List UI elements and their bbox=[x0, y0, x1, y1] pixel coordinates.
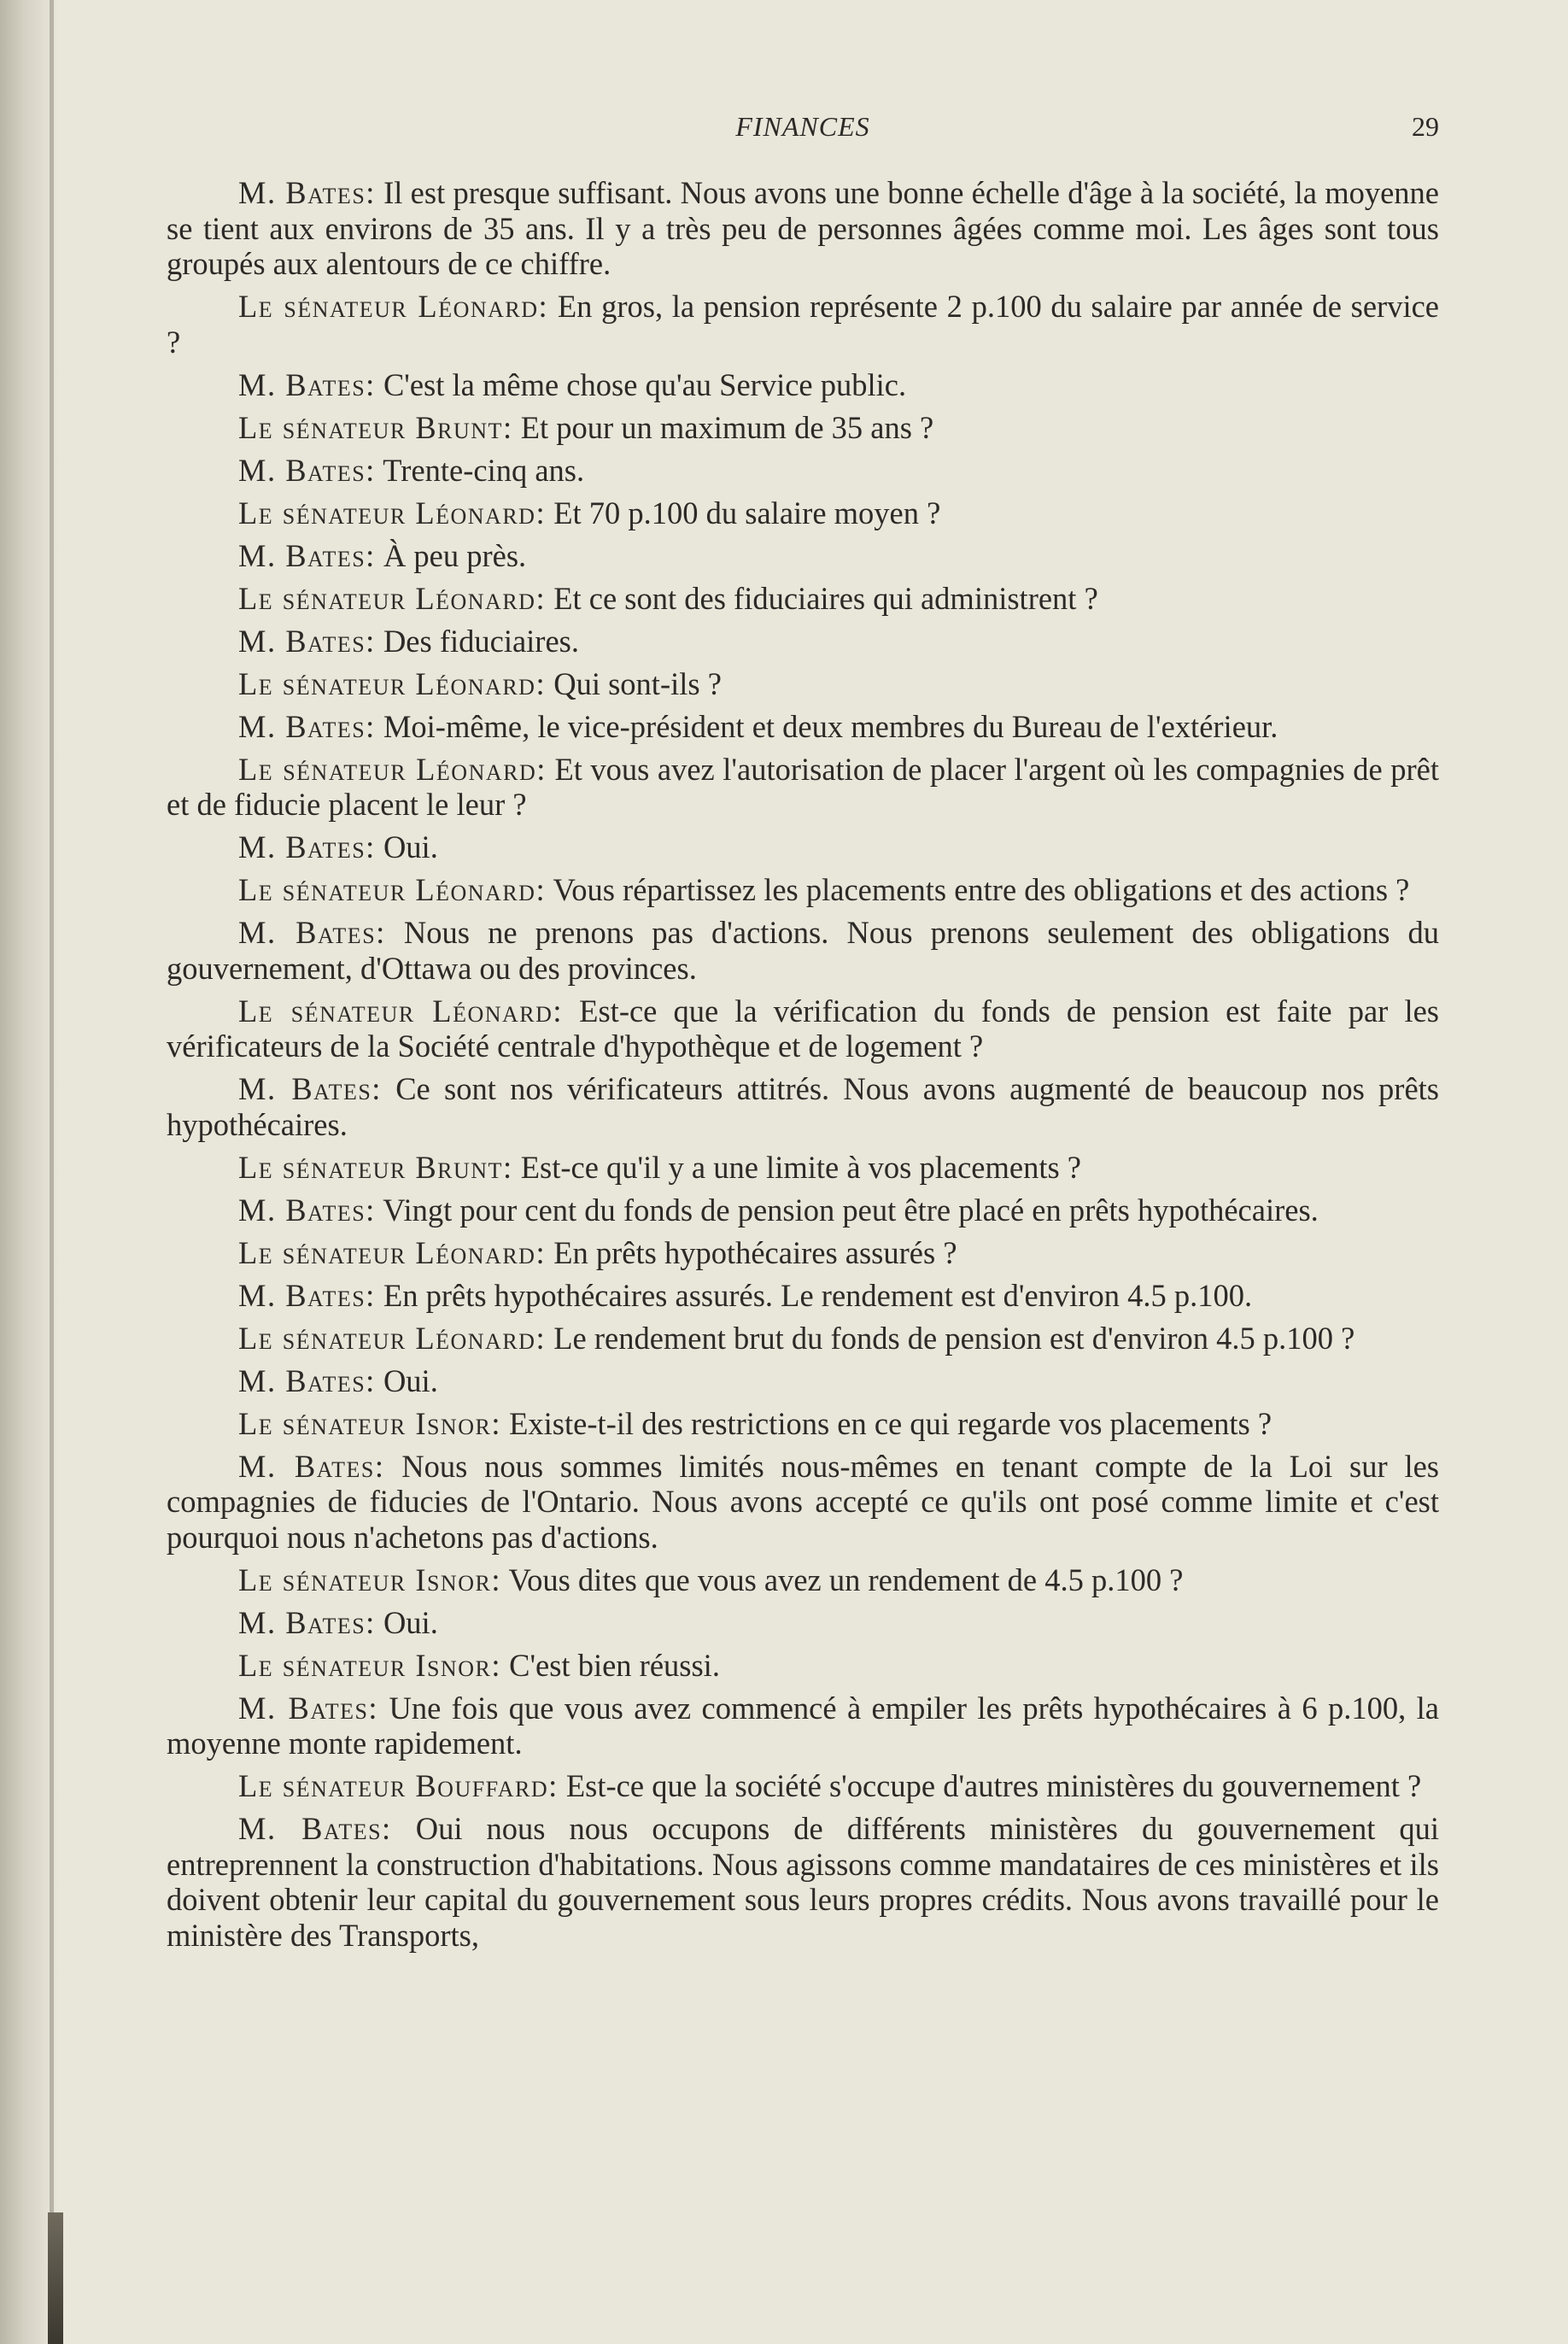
speech-text: Oui. bbox=[375, 1604, 438, 1640]
running-head bbox=[167, 111, 1439, 154]
transcript-paragraph bbox=[167, 872, 1439, 908]
transcript-paragraph bbox=[167, 624, 1439, 659]
transcript-paragraph bbox=[167, 1363, 1439, 1399]
speech-text: Le rendement brut du fonds de pension est d'environ 4.5 p.100 ? bbox=[546, 1320, 1355, 1356]
speaker-label: M. Bates: bbox=[238, 708, 376, 744]
speaker-label: M. Bates: bbox=[238, 1362, 376, 1398]
speech-text: C'est la même chose qu'au Service public. bbox=[375, 366, 907, 402]
speaker-label: M. Bates: bbox=[238, 366, 376, 402]
speech-text: Moi-même, le vice-président et deux membres du Bureau de l'extérieur. bbox=[375, 708, 1278, 744]
speech-text: Trente-cinq ans. bbox=[375, 452, 585, 488]
speech-text: Ce sont nos vérificateurs attitrés. Nous avons augmenté de beaucoup nos prêts hypothécaires. bbox=[167, 1071, 1440, 1142]
speech-text: Qui sont-ils ? bbox=[546, 665, 722, 701]
speaker-label: Le sénateur Léonard: bbox=[238, 289, 549, 324]
transcript-paragraph bbox=[167, 915, 1439, 986]
transcript-paragraph bbox=[167, 1562, 1439, 1598]
speaker-label: M. Bates: bbox=[238, 1448, 385, 1484]
speaker-label: Le sénateur Isnor: bbox=[238, 1562, 501, 1597]
transcript-paragraph bbox=[167, 367, 1439, 403]
speech-text: Est-ce qu'il y a une limite à vos placements ? bbox=[512, 1149, 1081, 1185]
speech-text: En gros, la pension représente 2 p.100 du salaire par année de service ? bbox=[167, 289, 1440, 360]
transcript-paragraph bbox=[167, 1321, 1439, 1357]
speech-text: Vous dites que vous avez un rendement de 4.5 p.100 ? bbox=[500, 1562, 1184, 1597]
transcript-paragraph bbox=[167, 1406, 1439, 1442]
transcript-paragraph bbox=[167, 1648, 1439, 1684]
transcript-paragraph bbox=[167, 752, 1439, 823]
transcript-paragraph bbox=[167, 1449, 1439, 1556]
speech-text: C'est bien réussi. bbox=[500, 1647, 720, 1683]
transcript-paragraph bbox=[167, 1605, 1439, 1641]
speech-text: Il est presque suffisant. Nous avons une bonne échelle d'âge à la société, la moyenne se tient aux environs de 35 ans. Il y a très peu de personnes âgées comme moi. Les âges sont tous groupés aux alentours de ce chiffre. bbox=[167, 175, 1439, 281]
speaker-label: M. Bates: bbox=[238, 452, 376, 488]
speech-text: Est-ce que la société s'occupe d'autres ministères du gouvernement ? bbox=[558, 1768, 1422, 1803]
transcript-paragraph bbox=[167, 1071, 1439, 1142]
transcript-paragraph bbox=[167, 1768, 1439, 1804]
speech-text: Vingt pour cent du fonds de pension peut être placé en prêts hypothécaires. bbox=[375, 1192, 1319, 1228]
speech-text: Oui. bbox=[375, 829, 438, 864]
transcript-paragraph bbox=[167, 993, 1439, 1064]
speaker-label: Le sénateur Isnor: bbox=[238, 1647, 501, 1683]
speech-text: Est-ce que la vérification du fonds de pension est faite par les vérificateurs de la Société centrale d'hypothèque et de logement ? bbox=[167, 993, 1439, 1064]
transcript-paragraph bbox=[167, 666, 1439, 702]
transcript-paragraph bbox=[167, 538, 1439, 574]
speaker-label: Le sénateur Léonard: bbox=[238, 993, 564, 1028]
running-head-title: FINANCES bbox=[735, 111, 870, 142]
speech-text: Et ce sont des fiduciaires qui administrent ? bbox=[546, 580, 1098, 616]
speaker-label: M. Bates: bbox=[238, 175, 376, 210]
speaker-label: M. Bates: bbox=[238, 623, 376, 659]
speaker-label: M. Bates: bbox=[238, 915, 386, 950]
speaker-label: Le sénateur Isnor: bbox=[238, 1405, 501, 1441]
binding-shadow bbox=[48, 2212, 63, 2344]
transcript-paragraph bbox=[167, 1235, 1439, 1271]
transcript-paragraph bbox=[167, 1278, 1439, 1314]
page-binding-edge bbox=[0, 0, 60, 2344]
transcript-paragraph bbox=[167, 709, 1439, 745]
speaker-label: Le sénateur Brunt: bbox=[238, 409, 513, 445]
speaker-label: Le sénateur Bouffard: bbox=[238, 1768, 559, 1803]
transcript-paragraph bbox=[167, 1691, 1439, 1761]
speaker-label: M. Bates: bbox=[238, 537, 376, 573]
transcript-paragraph bbox=[167, 453, 1439, 489]
speaker-label: Le sénateur Léonard: bbox=[238, 872, 547, 907]
page-number: 29 bbox=[1412, 111, 1439, 142]
speaker-label: M. Bates: bbox=[238, 1071, 382, 1106]
speech-text: Et vous avez l'autorisation de placer l'argent où les compagnies de prêt et de fiducie placent le leur ? bbox=[167, 751, 1439, 822]
speaker-label: Le sénateur Léonard: bbox=[238, 751, 547, 787]
speaker-label: Le sénateur Léonard: bbox=[238, 580, 547, 616]
speech-text: Oui. bbox=[375, 1362, 438, 1398]
speech-text: Oui nous nous occupons de différents ministères du gouvernement qui entreprennent la construction d'habitations. Nous agissons comme mandataires de ces ministères et ils doivent obtenir leur capital du gouvernement sous leurs propres crédits. Nous avons travaillé pour le ministère des Transports, bbox=[167, 1811, 1439, 1953]
speaker-label: Le sénateur Léonard: bbox=[238, 665, 547, 701]
speaker-label: Le sénateur Léonard: bbox=[238, 1234, 547, 1270]
speaker-label: M. Bates: bbox=[238, 1690, 379, 1726]
transcript-paragraph bbox=[167, 1193, 1439, 1228]
speech-text: Des fiduciaires. bbox=[375, 623, 579, 659]
page-body bbox=[167, 175, 1439, 1960]
transcript-paragraph bbox=[167, 1811, 1439, 1953]
transcript-paragraph bbox=[167, 829, 1439, 865]
speaker-label: M. Bates: bbox=[238, 1277, 376, 1313]
speech-text: En prêts hypothécaires assurés. Le rendement est d'environ 4.5 p.100. bbox=[375, 1277, 1253, 1313]
speech-text: Existe-t-il des restrictions en ce qui regarde vos placements ? bbox=[500, 1405, 1273, 1441]
speech-text: Nous ne prenons pas d'actions. Nous prenons seulement des obligations du gouvernement, d'Ottawa ou des provinces. bbox=[167, 915, 1439, 986]
speaker-label: M. Bates: bbox=[238, 1192, 376, 1228]
speech-text: À peu près. bbox=[375, 537, 527, 573]
transcript-paragraph bbox=[167, 175, 1439, 282]
speaker-label: Le sénateur Brunt: bbox=[238, 1149, 513, 1185]
speech-text: Vous répartissez les placements entre des obligations et des actions ? bbox=[546, 872, 1410, 907]
transcript-paragraph bbox=[167, 410, 1439, 446]
speaker-label: Le sénateur Léonard: bbox=[238, 495, 547, 530]
speaker-label: Le sénateur Léonard: bbox=[238, 1320, 547, 1356]
speech-text: Et pour un maximum de 35 ans ? bbox=[512, 409, 934, 445]
speaker-label: M. Bates: bbox=[238, 829, 376, 864]
speech-text: Et 70 p.100 du salaire moyen ? bbox=[546, 495, 941, 530]
speech-text: Nous nous sommes limités nous-mêmes en tenant compte de la Loi sur les compagnies de fiducies de l'Ontario. Nous avons accepté ce qu'ils ont posé comme limite et c'est pourquoi nous n'achetons pas d'actions. bbox=[167, 1448, 1439, 1555]
speaker-label: M. Bates: bbox=[238, 1811, 392, 1846]
transcript-paragraph bbox=[167, 289, 1439, 360]
speaker-label: M. Bates: bbox=[238, 1604, 376, 1640]
speech-text: En prêts hypothécaires assurés ? bbox=[546, 1234, 957, 1270]
transcript-paragraph bbox=[167, 495, 1439, 531]
transcript-paragraph bbox=[167, 581, 1439, 617]
speech-text: Une fois que vous avez commencé à empiler les prêts hypothécaires à 6 p.100, la moyenne monte rapidement. bbox=[167, 1690, 1439, 1761]
transcript-paragraph bbox=[167, 1150, 1439, 1186]
